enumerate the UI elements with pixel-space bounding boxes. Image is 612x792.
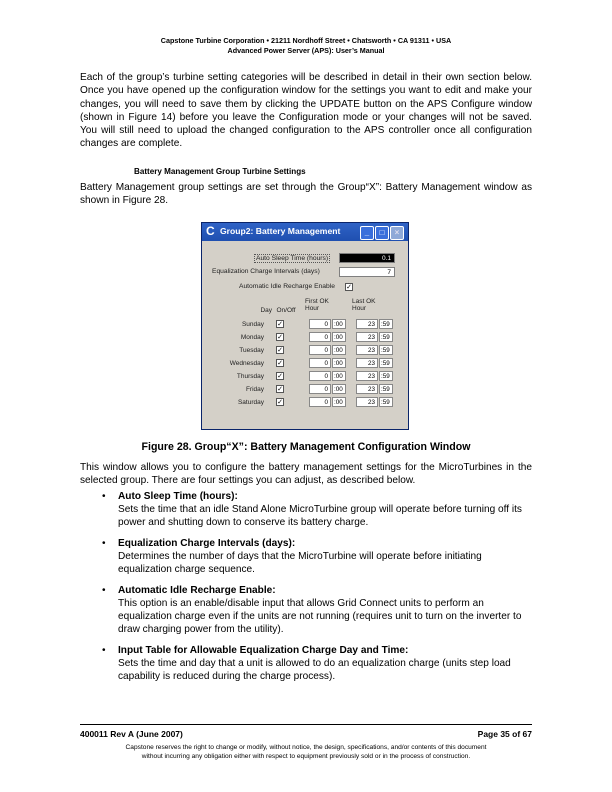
day-enable-checkbox[interactable]: ✓ [277,347,283,354]
auto-sleep-input[interactable]: 0.1 [339,253,395,263]
day-enable-checkbox[interactable]: ✓ [277,321,283,328]
list-item-text: Determines the number of days that the MicroTurbine will operate before initiating equalization charge sequence. [118,551,482,575]
first-hour-input[interactable]: 0 [309,397,331,407]
list-item [84,537,532,576]
first-hour-input[interactable]: 0 [309,319,331,329]
first-minute-input[interactable]: :00 [332,397,346,407]
last-hour-input[interactable]: 23 [356,332,378,342]
list-item [84,644,532,683]
footer-disclaimer [0,743,612,761]
last-hour-input[interactable]: 23 [356,319,378,329]
bullet-icon: • [102,491,106,502]
day-enable-checkbox[interactable]: ✓ [277,360,283,367]
day-enable-checkbox[interactable]: ✓ [277,386,283,393]
page-number: Page 35 of 67 [477,729,532,739]
first-minute-input[interactable]: :00 [332,358,346,368]
maximize-button[interactable]: □ [375,226,389,240]
app-icon: C [206,224,215,238]
col-last-header-line1: Last OK [352,298,376,305]
list-item [84,490,532,529]
last-minute-input[interactable]: :59 [379,397,393,407]
day-label: Thursday [236,373,264,380]
footer-disclaimer-line2: without incurring any obligation either with respect to equipment previously sold or in the process of construction. [141,753,471,760]
day-enable-checkbox[interactable]: ✓ [277,399,283,406]
col-day-header: Day [260,307,272,314]
first-hour-input[interactable]: 0 [309,332,331,342]
recharge-enable-label: Automatic Idle Recharge Enable [239,283,335,290]
bullet-icon: • [102,645,106,656]
list-item-text: This option is an enable/disable input that allows Grid Connect units to perform an equalization charge even if the units are not running (requires unit to turn on the inverter to draw charging power from the utility). [118,598,522,635]
bullet-icon: • [102,585,106,596]
col-onoff-header: On/Off [276,307,296,314]
description-paragraph: This window allows you to configure the battery management settings for the MicroTurbines in the selected group. There are four settings you can adjust, as described below. [80,462,532,487]
page-header [0,36,612,56]
last-minute-input[interactable]: :59 [379,345,393,355]
list-item-text: Sets the time and day that a unit is allowed to do an equalization charge (units step load capability is reduced during the charge process). [118,658,511,682]
eq-interval-input[interactable]: 7 [339,267,395,277]
section-paragraph: Battery Management group settings are set through the Group“X”: Battery Management window as shown in Figure 28. [80,182,532,207]
intro-paragraph: Each of the group’s turbine setting categories will be described in detail in their own section below. Once you have opened up the configuration window for the settings you want to edit and make your changes, you will need to save them by clicking the UPDATE button on the APS Configure window (shown in Figure 14) before you leave the Configuration mode or your changes will not be saved. You will still need to upload the changed configuration to the APS controller once all configuration changes are complete. [80,72,532,150]
day-label: Tuesday [239,347,264,354]
window-titlebar [202,223,408,241]
first-hour-input[interactable]: 0 [309,384,331,394]
last-hour-input[interactable]: 23 [356,371,378,381]
col-first-header-line1: First OK [305,298,329,305]
first-minute-input[interactable]: :00 [332,345,346,355]
col-first-header-line2: Hour [305,305,320,312]
document-id: 400011 Rev A (June 2007) [80,729,183,739]
day-enable-checkbox[interactable]: ✓ [277,334,283,341]
last-minute-input[interactable]: :59 [379,358,393,368]
footer-divider [80,724,532,725]
first-minute-input[interactable]: :00 [332,319,346,329]
list-item-title: Equalization Charge Intervals (days): [118,538,296,549]
auto-sleep-label: Auto Sleep Time (hours) [256,255,329,262]
bullet-icon: • [102,538,106,549]
first-hour-input[interactable]: 0 [309,371,331,381]
first-minute-input[interactable]: :00 [332,332,346,342]
last-minute-input[interactable]: :59 [379,371,393,381]
minimize-button[interactable]: _ [360,226,374,240]
list-item-text: Sets the time that an idle Stand Alone MicroTurbine group will operate before turning off its power and shutting down to conserve its battery charge. [118,504,522,528]
day-label: Friday [245,386,264,393]
header-line-1: Capstone Turbine Corporation • 21211 Nordhoff Street • Chatsworth • CA 91311 • USA [160,36,452,45]
list-item-title: Automatic Idle Recharge Enable: [118,585,276,596]
last-hour-input[interactable]: 23 [356,397,378,407]
day-enable-checkbox[interactable]: ✓ [277,373,283,380]
col-last-header [352,298,388,312]
last-hour-input[interactable]: 23 [356,358,378,368]
list-item [84,584,532,636]
col-first-header [305,298,341,312]
last-minute-input[interactable]: :59 [379,384,393,394]
last-hour-input[interactable]: 23 [356,384,378,394]
window-title: Group2: Battery Management [220,226,341,236]
header-line-2: Advanced Power Server (APS): User’s Manual [227,46,385,55]
last-hour-input[interactable]: 23 [356,345,378,355]
settings-list [84,490,532,691]
first-hour-input[interactable]: 0 [309,358,331,368]
list-item-title: Input Table for Allowable Equalization Charge Day and Time: [118,645,409,656]
recharge-enable-checkbox[interactable]: ✓ [346,284,352,291]
close-button[interactable]: × [390,226,404,240]
figure-caption: Figure 28. Group“X”: Battery Management Configuration Window [141,441,471,453]
day-label: Saturday [237,399,264,406]
section-subheading: Battery Management Group Turbine Settings [134,167,306,176]
footer-disclaimer-line1: Capstone reserves the right to change or modify, without notice, the design, specifications, and/or contents of this document [125,744,487,751]
last-minute-input[interactable]: :59 [379,319,393,329]
day-label: Wednesday [229,360,264,367]
first-hour-input[interactable]: 0 [309,345,331,355]
last-minute-input[interactable]: :59 [379,332,393,342]
eq-interval-label: Equalization Charge Intervals (days) [212,268,320,275]
battery-management-window [201,222,409,430]
first-minute-input[interactable]: :00 [332,371,346,381]
day-label: Monday [240,334,264,341]
list-item-title: Auto Sleep Time (hours): [118,491,238,502]
col-last-header-line2: Hour [352,305,367,312]
first-minute-input[interactable]: :00 [332,384,346,394]
day-label: Sunday [241,321,264,328]
